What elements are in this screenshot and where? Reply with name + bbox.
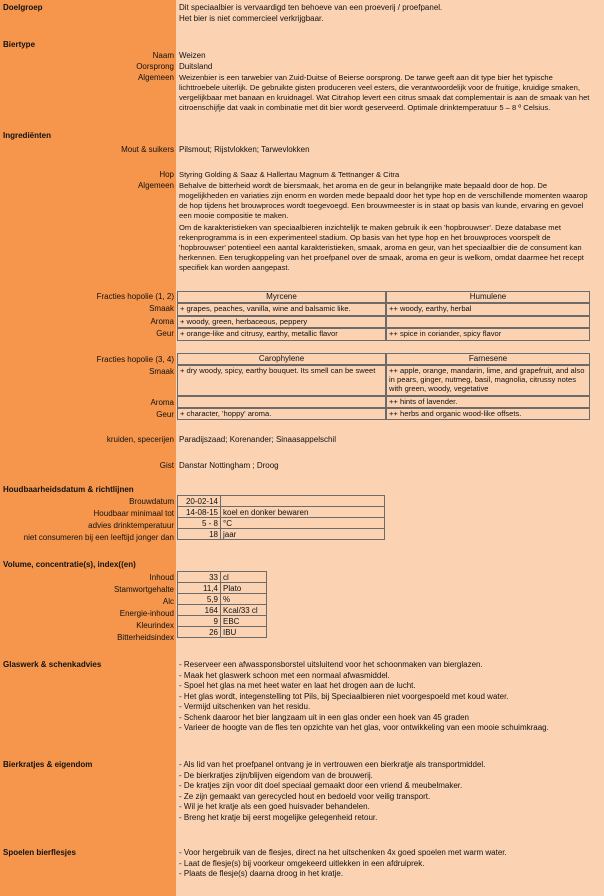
leeftijd-unit: jaar	[221, 529, 385, 540]
kruiden-value: Paradijszaad; Korenander; Sinaasappelschil	[179, 435, 336, 444]
carophylene-header: Carophylene	[177, 353, 386, 365]
list-item: - Varieer de hoogte van de fles ten opzichte van het glas, voor ontwikkeling van een mooie schuimkraag.	[179, 723, 549, 732]
humulene-smaak: ++ woody, earthy, herbal	[386, 303, 590, 316]
list-item: - Vermijd uitschenken van het residu.	[179, 702, 311, 711]
fracties-1-geur-label: Geur	[156, 329, 174, 338]
drinktemperatuur-unit: °C	[221, 518, 385, 529]
stamwortgehalte-unit: Plato	[221, 583, 267, 594]
myrcene-smaak: + grapes, peaches, vanilla, wine and balsamic like.	[177, 303, 386, 316]
table-row	[178, 507, 385, 518]
doelgroep-line-1: Dit speciaalbier is vervaardigd ten behoeve van een proeverij / proefpanel.	[179, 3, 443, 12]
section-biertype-heading: Biertype	[3, 40, 36, 49]
naam-label: Naam	[152, 51, 174, 60]
bitterheidsindex-value: 26	[178, 627, 221, 638]
alc-value: 5,9	[178, 594, 221, 605]
table-row	[178, 605, 267, 616]
list-item: - Het glas wordt, integenstelling tot Pils, bij Speciaalbieren niet voorgespoeld met koud water.	[179, 691, 509, 701]
biertype-algemeen-text: Weizenbier is een tarwebier van Zuid-Duitse of Beierse oorsprong. De tarwe geeft aan dit type bier het typische lichttroebele uiterlijk. De gebruikte gisten produceren veel esters, die verantwoordelijk voor de fruitige, kruidige smaken, vergelijkbaar met banaan en kruidnagel. Wat Citrahop levert een citrus smaak dat complementair is aan de smaak van het citroenschijfje dat vaak in combinatie met dit bier wordt geserveerd. Optimale drinktemperatuur 5 – 8 º Celsius.	[179, 73, 590, 112]
list-item: - De kratjes zijn voor dit doel speciaal gemaakt door een vriend & meubelmaker.	[179, 781, 463, 790]
farnesene-smaak: ++ apple, orange, mandarin, lime, and grapefruit, and also in pears, ginger, nutmeg, basil, magnolia, citrussy notes with green, woody, vegetative	[386, 365, 590, 396]
energie-inhoud-label: Energie-inhoud	[119, 609, 174, 618]
section-glaswerk-heading: Glaswerk & schenkadvies	[3, 660, 102, 669]
spoelen-list	[179, 848, 507, 880]
mout-value: Pilsmout; Rijstvlokken; Tarwevlokken	[179, 145, 310, 154]
inhoud-unit: cl	[221, 572, 267, 583]
farnesene-geur: ++ herbs and organic wood-like offsets.	[386, 408, 590, 420]
fracties-2-label: Fracties hopolie (3, 4)	[96, 355, 174, 364]
list-item: - Wil je het kratje als een goed huisvader behandelen.	[179, 802, 370, 811]
alc-label: Alc	[162, 597, 174, 606]
kleurindex-value: 9	[178, 616, 221, 627]
bitterheidsindex-unit: IBU	[221, 627, 267, 638]
brouwdatum-label: Brouwdatum	[129, 497, 174, 506]
ingredienten-algemeen-text-2: Om de karakteristieken van speciaalbieren inzichtelijk te maken gebruik ik een 'hopbrouwser'. Deze database met rekenprogramma is in een experimenteel stadium. Op basis van het type hop en het brouwproces voorspelt de 'hopbrouwser' potentieel een aantal karakteristieken, smaak, aroma en geur, van het speciaalbier die de consument kan herkennen. Een terugkoppeling van het proefpanel over de smaak, aroma en geur is welkom, omdat daarmee het recept specifiek kan worden aangepast.	[179, 223, 584, 272]
humulene-geur: ++ spice in coriander, spicy flavor	[386, 328, 590, 341]
fracties-1-aroma-label: Aroma	[150, 317, 174, 326]
list-item: - Breng het kratje bij eerst mogelijke gelegenheid retour.	[179, 812, 378, 822]
houdbaar-label: Houdbaar minimaal tot	[93, 509, 174, 518]
section-volume-heading: Volume, concentratie(s), index((en)	[3, 560, 136, 569]
mout-label: Mout & suikers	[121, 145, 174, 154]
bierkratjes-list	[179, 760, 485, 823]
section-spoelen-heading: Spoelen bierflesjes	[3, 848, 76, 857]
kleurindex-unit: EBC	[221, 616, 267, 627]
table-row	[178, 518, 385, 529]
alc-unit: %	[221, 594, 267, 605]
list-item: - Spoel het glas na met heet water en laat het drogen aan de lucht.	[179, 681, 416, 690]
carophylene-smaak: + dry woody, spicy, earthy bouquet. Its smell can be sweet	[177, 365, 386, 396]
list-item: - Schenk daaroor het bier langzaam uit in een glas onder een hoek van 45 graden	[179, 712, 469, 722]
oorsprong-value: Duitsland	[179, 62, 213, 71]
ingredienten-algemeen-label: Algemeen	[137, 181, 174, 190]
gist-label: Gist	[159, 461, 174, 470]
table-row	[178, 627, 267, 638]
myrcene-header: Myrcene	[177, 291, 386, 303]
table-row	[178, 529, 385, 540]
doelgroep-line-2: Het bier is niet commercieel verkrijgbaar.	[179, 14, 324, 23]
energie-inhoud-value: 164	[178, 605, 221, 616]
inhoud-label: Inhoud	[149, 573, 174, 582]
list-item: - Ze zijn gemaakt van gerecycled hout en bedoeld voor veilig transport.	[179, 791, 431, 801]
volume-table	[177, 571, 267, 638]
list-item: - Als lid van het proefpanel ontvang je in vertrouwen een bierkratje als transportmiddel.	[179, 760, 486, 769]
naam-value: Weizen	[179, 51, 206, 60]
ingredienten-algemeen-text: Behalve de bitterheid wordt de biersmaak, het aroma en de geur in belangrijke mate bepaald door de hop. De mogelijkheden en variaties zijn enorm en worden mede bepaald door het type hop en de verschillende momenten waarop de hop tijdens het brouwproces wordt toegevoegd. Een brouwmeester is in staat op basis van kunde, ervaring en gevoel een mooie compositie te maken.	[179, 181, 588, 220]
drinktemperatuur-label: advies drinktemperatuur	[88, 521, 174, 530]
brouwdatum-unit	[221, 496, 385, 507]
humulene-header: Humulene	[386, 291, 590, 303]
section-ingredienten-heading: Ingrediënten	[3, 131, 52, 140]
list-item: - Plaats de flesje(s) daarna droog in het kratje.	[179, 869, 344, 878]
fracties-2-smaak-label: Smaak	[149, 367, 174, 376]
inhoud-value: 33	[178, 572, 221, 583]
list-item: - De bierkratjes zijn/blijven eigendom van de brouwerij.	[179, 770, 373, 780]
table-row	[178, 496, 385, 507]
table-row	[178, 594, 267, 605]
fracties-1-label: Fracties hopolie (1, 2)	[96, 292, 174, 301]
stamwortgehalte-value: 11,4	[178, 583, 221, 594]
fracties-1-smaak-label: Smaak	[149, 304, 174, 313]
myrcene-aroma: + woody, green, herbaceous, peppery	[177, 316, 386, 328]
kruiden-label: kruiden, specerijen	[106, 435, 174, 444]
list-item: - Maak het glaswerk schoon met een normaal afwasmiddel.	[179, 670, 390, 680]
leeftijd-value: 18	[178, 529, 221, 540]
table-row	[178, 583, 267, 594]
kleurindex-label: Kleurindex	[136, 621, 174, 630]
section-houdbaarheid-heading: Houdbaarheidsdatum & richtlijnen	[3, 485, 134, 494]
fracties-2-aroma-label: Aroma	[150, 398, 174, 407]
bitterheidsindex-label: Bitterheidsindex	[117, 633, 174, 642]
oorsprong-label: Oorsprong	[136, 62, 174, 71]
glaswerk-list	[179, 660, 549, 734]
brouwdatum-value: 20-02-14	[178, 496, 221, 507]
farnesene-aroma: ++ hints of lavender.	[386, 396, 590, 408]
houdbaarheid-table	[177, 495, 385, 540]
houdbaar-value: 14-08-15	[178, 507, 221, 518]
gist-value: Danstar Nottingham ; Droog	[179, 461, 279, 470]
farnesene-header: Farnesene	[386, 353, 590, 365]
leeftijd-label: niet consumeren bij een leeftijd jonger dan	[23, 533, 174, 542]
list-item: - Laat de flesje(s) bij voorkeur omgekeerd uitlekken in een afdruiprek.	[179, 858, 425, 868]
hop-value: Styring Golding & Saaz & Hallertau Magnum & Tettnanger & Citra	[179, 170, 400, 179]
hop-label: Hop	[159, 170, 174, 179]
stamwortgehalte-label: Stamwortgehalte	[113, 585, 174, 594]
list-item: - Reserveer een afwassponsborstel uitsluitend voor het schoonmaken van bierglazen.	[179, 660, 483, 669]
drinktemperatuur-value: 5 - 8	[178, 518, 221, 529]
energie-inhoud-unit: Kcal/33 cl	[221, 605, 267, 616]
list-item: - Voor hergebruik van de flesjes, direct na het uitschenken 4x goed spoelen met warm water.	[179, 848, 507, 857]
biertype-algemeen-label: Algemeen	[137, 73, 174, 82]
table-row	[178, 572, 267, 583]
houdbaar-unit: koel en donker bewaren	[221, 507, 385, 518]
section-bierkratjes-heading: Bierkratjes & eigendom	[3, 760, 93, 769]
myrcene-geur: + orange-like and citrusy, earthy, metallic flavor	[177, 328, 386, 341]
section-doelgroep-heading: Doelgroep	[3, 3, 43, 12]
carophylene-aroma	[177, 396, 386, 408]
carophylene-geur: + character, 'hoppy' aroma.	[177, 408, 386, 420]
fracties-2-geur-label: Geur	[156, 410, 174, 419]
humulene-aroma	[386, 316, 590, 328]
table-row	[178, 616, 267, 627]
